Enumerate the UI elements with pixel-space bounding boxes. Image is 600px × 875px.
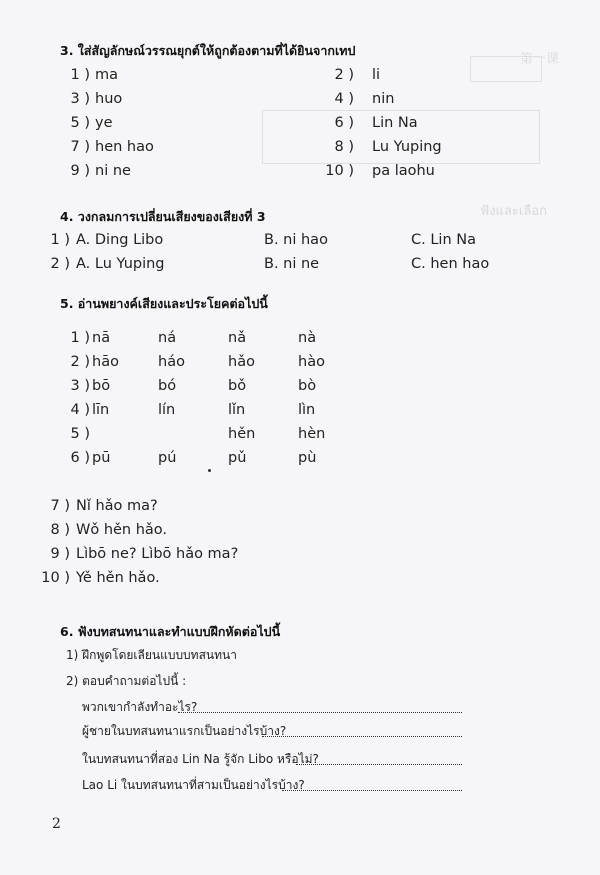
option-b: B. ni ne [264, 256, 320, 272]
bleed-through-text: ฟังและเลือก [480, 204, 547, 219]
tone-2: lín [158, 402, 176, 418]
option-c: C. Lin Na [411, 232, 476, 248]
tone-2: bó [158, 378, 177, 394]
item-text: ni ne [95, 163, 131, 179]
instruction-1: 1) ฝึกพูดโดยเลียนแบบบทสนทนา [66, 648, 237, 662]
tone-4: hào [298, 354, 325, 370]
question-text: ในบทสนทนาที่สอง Lin Na รู้จัก Libo หรือไม่? [82, 752, 319, 766]
option-a: A. Ding Libo [76, 232, 164, 248]
item-number: 8 ) [334, 139, 354, 155]
tone-4: bò [298, 378, 317, 394]
item-text: pa laohu [372, 163, 435, 179]
item-number: 2 ) [70, 354, 90, 370]
item-number: 5 ) [70, 115, 90, 131]
sentence-text: Yě hěn hǎo. [76, 570, 160, 586]
question-text: พวกเขากำลังทำอะไร? [82, 700, 198, 714]
option-a: A. Lu Yuping [76, 256, 165, 272]
tone-3: lǐn [228, 402, 246, 418]
item-number: 4 ) [334, 91, 354, 107]
tone-4: lìn [298, 402, 316, 418]
tone-2: háo [158, 354, 185, 370]
section-4-heading: 4. วงกลมการเปลี่ยนเสียงของเสียงที่ 3 [60, 209, 266, 224]
tone-4: hèn [298, 426, 326, 442]
item-number: 2 ) [50, 256, 70, 272]
tone-4: pù [298, 450, 317, 466]
section-3-heading: 3. ใส่สัญลักษณ์วรรณยุกต์ให้ถูกต้องตามที่ได้ยินจากเทป [60, 43, 356, 58]
option-c: C. hen hao [411, 256, 490, 272]
answer-line[interactable] [178, 712, 462, 713]
tone-3: bǒ [228, 378, 247, 394]
tone-3: hǎo [228, 354, 255, 370]
tone-3: pǔ [228, 450, 247, 466]
tone-2: ná [158, 330, 177, 346]
answer-line[interactable] [262, 736, 462, 737]
item-text: ma [95, 67, 119, 83]
tone-2: pú [158, 450, 177, 466]
sentence-text: Nǐ hǎo ma? [76, 498, 158, 514]
item-number: 10 ) [41, 570, 70, 586]
item-text: Lu Yuping [372, 139, 442, 155]
item-number: 7 ) [70, 139, 90, 155]
answer-line[interactable] [282, 790, 462, 791]
item-number: 9 ) [50, 546, 70, 562]
item-number: 5 ) [70, 426, 90, 442]
bleed-through-text: 第一课 [520, 52, 560, 67]
instruction-2: 2) ตอบคำถามต่อไปนี้ : [66, 674, 187, 688]
section-6-heading: 6. ฟังบทสนทนาและทำแบบฝึกหัดต่อไปนี้ [60, 624, 281, 639]
tone-1: līn [92, 402, 110, 418]
item-text: huo [95, 91, 123, 107]
item-number: 1 ) [50, 232, 70, 248]
item-number: 10 ) [325, 163, 354, 179]
item-number: 7 ) [50, 498, 70, 514]
tone-4: nà [298, 330, 317, 346]
item-number: 3 ) [70, 91, 90, 107]
tone-3: hěn [228, 426, 256, 442]
option-b: B. ni hao [264, 232, 328, 248]
item-number: 8 ) [50, 522, 70, 538]
page-number: 2 [52, 816, 61, 832]
item-number: 6 ) [70, 450, 90, 466]
stray-dot [208, 469, 211, 472]
sentence-text: Wǒ hěn hǎo. [76, 522, 168, 538]
tone-1: pū [92, 450, 111, 466]
item-number: 9 ) [70, 163, 90, 179]
answer-line[interactable] [296, 764, 462, 765]
item-number: 4 ) [70, 402, 90, 418]
sentence-text: Lìbō ne? Lìbō hǎo ma? [76, 546, 239, 562]
item-number: 1 ) [70, 330, 90, 346]
item-text: hen hao [95, 139, 154, 155]
question-text: ผู้ชายในบทสนทนาแรกเป็นอย่างไรบ้าง? [82, 724, 287, 738]
tone-3: nǎ [228, 330, 247, 346]
item-text: ye [95, 115, 113, 131]
tone-1: hāo [92, 354, 119, 370]
item-text: nin [372, 91, 395, 107]
question-text: Lao Li ในบทสนทนาที่สามเป็นอย่างไรบ้าง? [82, 778, 305, 792]
section-5-heading: 5. อ่านพยางค์เสียงและประโยคต่อไปนี้ [60, 296, 268, 311]
item-number: 1 ) [70, 67, 90, 83]
item-number: 6 ) [334, 115, 354, 131]
tone-1: bō [92, 378, 111, 394]
tone-1: nā [92, 330, 111, 346]
item-number: 3 ) [70, 378, 90, 394]
item-text: Lin Na [372, 115, 418, 131]
item-number: 2 ) [334, 67, 354, 83]
item-text: li [372, 67, 381, 83]
